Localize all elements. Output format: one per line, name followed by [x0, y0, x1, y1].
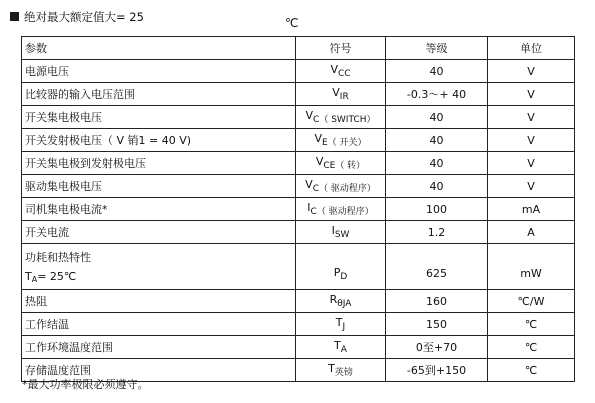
- symbol-wrap: [299, 266, 382, 282]
- param-cell: 开关集电极到发射极电压: [22, 152, 296, 175]
- symbol-cell: [296, 83, 386, 106]
- symbol-subscript: CE（ 转）: [323, 161, 366, 171]
- header-unit: 单位: [488, 37, 575, 60]
- rating-cell: 150: [386, 313, 488, 336]
- rating-cell: 0至+70: [386, 336, 488, 359]
- symbol-main: V: [305, 109, 314, 122]
- param-cell: 驱动集电极电压: [22, 175, 296, 198]
- heading-text: 绝对最大额定值大= 25: [24, 10, 144, 24]
- param-cell: 热阻: [22, 290, 296, 313]
- symbol-cell: [296, 152, 386, 175]
- param-line2-subscript: A: [31, 275, 38, 284]
- symbol-cell: [296, 336, 386, 359]
- table-row: [22, 83, 575, 106]
- unit-cell: V: [488, 83, 575, 106]
- param-cell: 开关集电极电压: [22, 106, 296, 129]
- unit-cell: V: [488, 60, 575, 83]
- symbol-subscript: θJA: [337, 299, 352, 309]
- unit-cell: ℃: [488, 336, 575, 359]
- unit-cell: mA: [488, 198, 575, 221]
- table-row: [22, 313, 575, 336]
- symbol-cell: [296, 290, 386, 313]
- table-row: [22, 106, 575, 129]
- symbol-subscript: E（ 开关）: [321, 138, 367, 148]
- table-row: [22, 221, 575, 244]
- param-line2: [25, 270, 292, 284]
- unit-cell: V: [488, 106, 575, 129]
- param-cell: 工作结温: [22, 313, 296, 336]
- symbol-subscript: 英镑: [334, 368, 353, 378]
- rating-cell: 40: [386, 60, 488, 83]
- symbol-main: V: [315, 155, 324, 168]
- symbol-main: V: [305, 178, 313, 191]
- header-rating: 等级: [386, 37, 488, 60]
- unit-cell: V: [488, 175, 575, 198]
- symbol-main: P: [333, 265, 341, 279]
- table-row: [22, 336, 575, 359]
- unit-cell: V: [488, 152, 575, 175]
- rating-cell: -0.3〜+ 40: [386, 83, 488, 106]
- symbol-subscript: CC: [337, 69, 351, 79]
- table-row: [22, 290, 575, 313]
- table-row: [22, 129, 575, 152]
- param-cell: 开关发射极电压（ V 销1 = 40 V): [22, 129, 296, 152]
- symbol-subscript: J: [342, 322, 346, 332]
- symbol-cell: [296, 60, 386, 83]
- symbol-cell: [296, 129, 386, 152]
- bullet-square-icon: [10, 12, 19, 21]
- section-heading: [10, 9, 310, 30]
- symbol-main: I: [307, 201, 311, 214]
- symbol-main: V: [330, 63, 338, 76]
- unit-cell: A: [488, 221, 575, 244]
- rating-cell: 40: [386, 152, 488, 175]
- symbol-cell: [296, 221, 386, 244]
- symbol-subscript: SW: [334, 230, 350, 240]
- rating-cell: 40: [386, 106, 488, 129]
- rating-cell: 1.2: [386, 221, 488, 244]
- symbol-main: T: [334, 339, 341, 352]
- symbol-subscript: C（ 驱动程序）: [312, 184, 376, 194]
- unit-cell: ℃: [488, 313, 575, 336]
- table-row-power: [22, 244, 575, 290]
- symbol-cell: [296, 106, 386, 129]
- symbol-main: R: [329, 293, 338, 306]
- symbol-subscript: A: [340, 345, 347, 355]
- symbol-main: T: [335, 316, 343, 329]
- symbol-subscript: C（ SWITCH）: [313, 115, 376, 125]
- param-cell: 工作环境温度范围: [22, 336, 296, 359]
- unit-value: mW: [520, 267, 542, 280]
- rating-cell: 40: [386, 129, 488, 152]
- table-row: [22, 198, 575, 221]
- table-row: [22, 175, 575, 198]
- header-param: 参数: [22, 37, 296, 60]
- symbol-main: T: [328, 362, 335, 375]
- unit-cell: ℃/W: [488, 290, 575, 313]
- rating-cell: 100: [386, 198, 488, 221]
- unit-cell: ℃: [488, 359, 575, 382]
- param-line2-symbol: T: [25, 270, 32, 283]
- symbol-cell: [296, 198, 386, 221]
- header-symbol: 符号: [296, 37, 386, 60]
- symbol-main: V: [314, 132, 322, 145]
- unit-cell: [488, 244, 575, 290]
- footnote: *最大功率极限必须遵守。: [22, 378, 149, 391]
- symbol-subscript: IR: [339, 92, 349, 102]
- ratings-table: [21, 36, 575, 382]
- symbol-cell: [296, 175, 386, 198]
- symbol-subscript: D: [340, 271, 348, 282]
- symbol-main: I: [331, 224, 335, 237]
- heading-unit: ℃: [285, 16, 299, 30]
- param-cell: 电源电压: [22, 60, 296, 83]
- param-line2-condition: = 25℃: [37, 270, 77, 283]
- symbol-cell: [296, 313, 386, 336]
- rating-cell: 40: [386, 175, 488, 198]
- rating-cell: [386, 244, 488, 290]
- param-cell: 比较器的输入电压范围: [22, 83, 296, 106]
- symbol-cell: [296, 244, 386, 290]
- param-cell: [22, 244, 296, 290]
- symbol-main: V: [332, 86, 340, 99]
- symbol-subscript: C（ 驱动程序）: [310, 207, 374, 217]
- rating-value: 625: [426, 267, 447, 280]
- param-cell: 司机集电极电流*: [22, 198, 296, 221]
- table-row: [22, 152, 575, 175]
- table-row: [22, 60, 575, 83]
- rating-cell: -65到+150: [386, 359, 488, 382]
- table-header-row: [22, 37, 575, 60]
- rating-cell: 160: [386, 290, 488, 313]
- unit-cell: V: [488, 129, 575, 152]
- param-cell: 开关电流: [22, 221, 296, 244]
- param-cell: 存储温度范围: [22, 359, 296, 382]
- param-line1: 功耗和热特性: [25, 251, 91, 264]
- symbol-cell: [296, 359, 386, 382]
